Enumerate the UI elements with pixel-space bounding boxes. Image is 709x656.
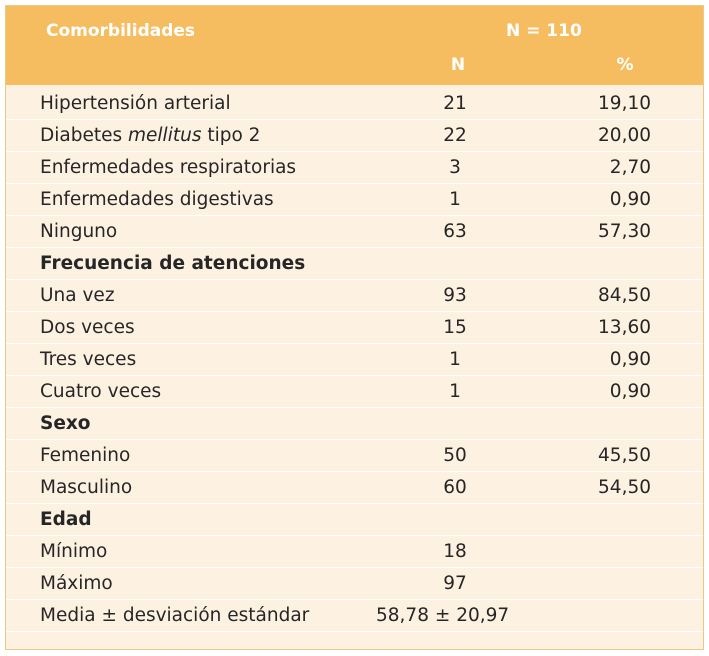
table-row [6,88,703,120]
row-label: Una vez [40,285,115,306]
row-label: Diabetes mellitus tipo 2 [40,125,261,146]
section-row [6,248,703,280]
row-n: 21 [443,93,467,114]
row-pct: 0,90 [609,189,651,210]
row-label: Mínimo [40,541,108,562]
row-n: 1 [449,349,461,370]
row-label: Máximo [40,573,113,594]
table-row [6,376,703,408]
row-pct: 13,60 [598,317,651,338]
section-row [6,504,703,536]
table-row [6,600,703,632]
row-n: 15 [443,317,467,338]
row-pct: 57,30 [598,221,651,242]
row-pct: 19,10 [598,93,651,114]
row-label: Masculino [40,477,133,498]
section-label: Frecuencia de atenciones [40,253,306,274]
table-row [6,568,703,600]
row-n: 22 [443,125,467,146]
row-pct: 0,90 [609,381,651,402]
header-label: Comorbilidades [46,21,196,41]
row-n: 63 [443,221,467,242]
table-row [6,344,703,376]
row-n: 97 [443,573,467,594]
row-n: 50 [443,445,467,466]
table-header [6,6,703,85]
table-row [6,440,703,472]
row-pct: 84,50 [598,285,651,306]
section-label: Edad [40,509,92,530]
row-mean-sd: 58,78 ± 20,97 [376,605,510,626]
table-row [6,472,703,504]
row-n: 1 [449,189,461,210]
section-row [6,408,703,440]
table-row [6,216,703,248]
row-label: Tres veces [40,349,137,370]
row-label: Enfermedades digestivas [40,189,274,210]
header-col-pct: % [616,55,634,75]
comorbidities-table [5,5,704,650]
table-row [6,536,703,568]
table-row [6,312,703,344]
table-row [6,184,703,216]
table-body [6,88,703,632]
row-label: Ninguno [40,221,118,242]
row-label: Dos veces [40,317,135,338]
table-row [6,152,703,184]
row-n: 1 [449,381,461,402]
row-label: Hipertensión arterial [40,93,231,114]
row-label: Enfermedades respiratorias [40,157,297,178]
header-col-n: N [450,55,466,75]
table-row [6,280,703,312]
row-label: Femenino [40,445,131,466]
row-n: 60 [443,477,467,498]
row-n: 18 [443,541,467,562]
row-pct: 20,00 [598,125,651,146]
section-label: Sexo [40,413,91,434]
row-n: 93 [443,285,467,306]
row-pct: 54,50 [598,477,651,498]
table-row [6,120,703,152]
row-pct: 45,50 [598,445,651,466]
row-pct: 2,70 [609,157,651,178]
row-label: Cuatro veces [40,381,162,402]
row-pct: 0,90 [609,349,651,370]
row-n: 3 [449,157,461,178]
row-label: Media ± desviación estándar [40,605,310,626]
header-n-total: N = 110 [506,21,582,41]
